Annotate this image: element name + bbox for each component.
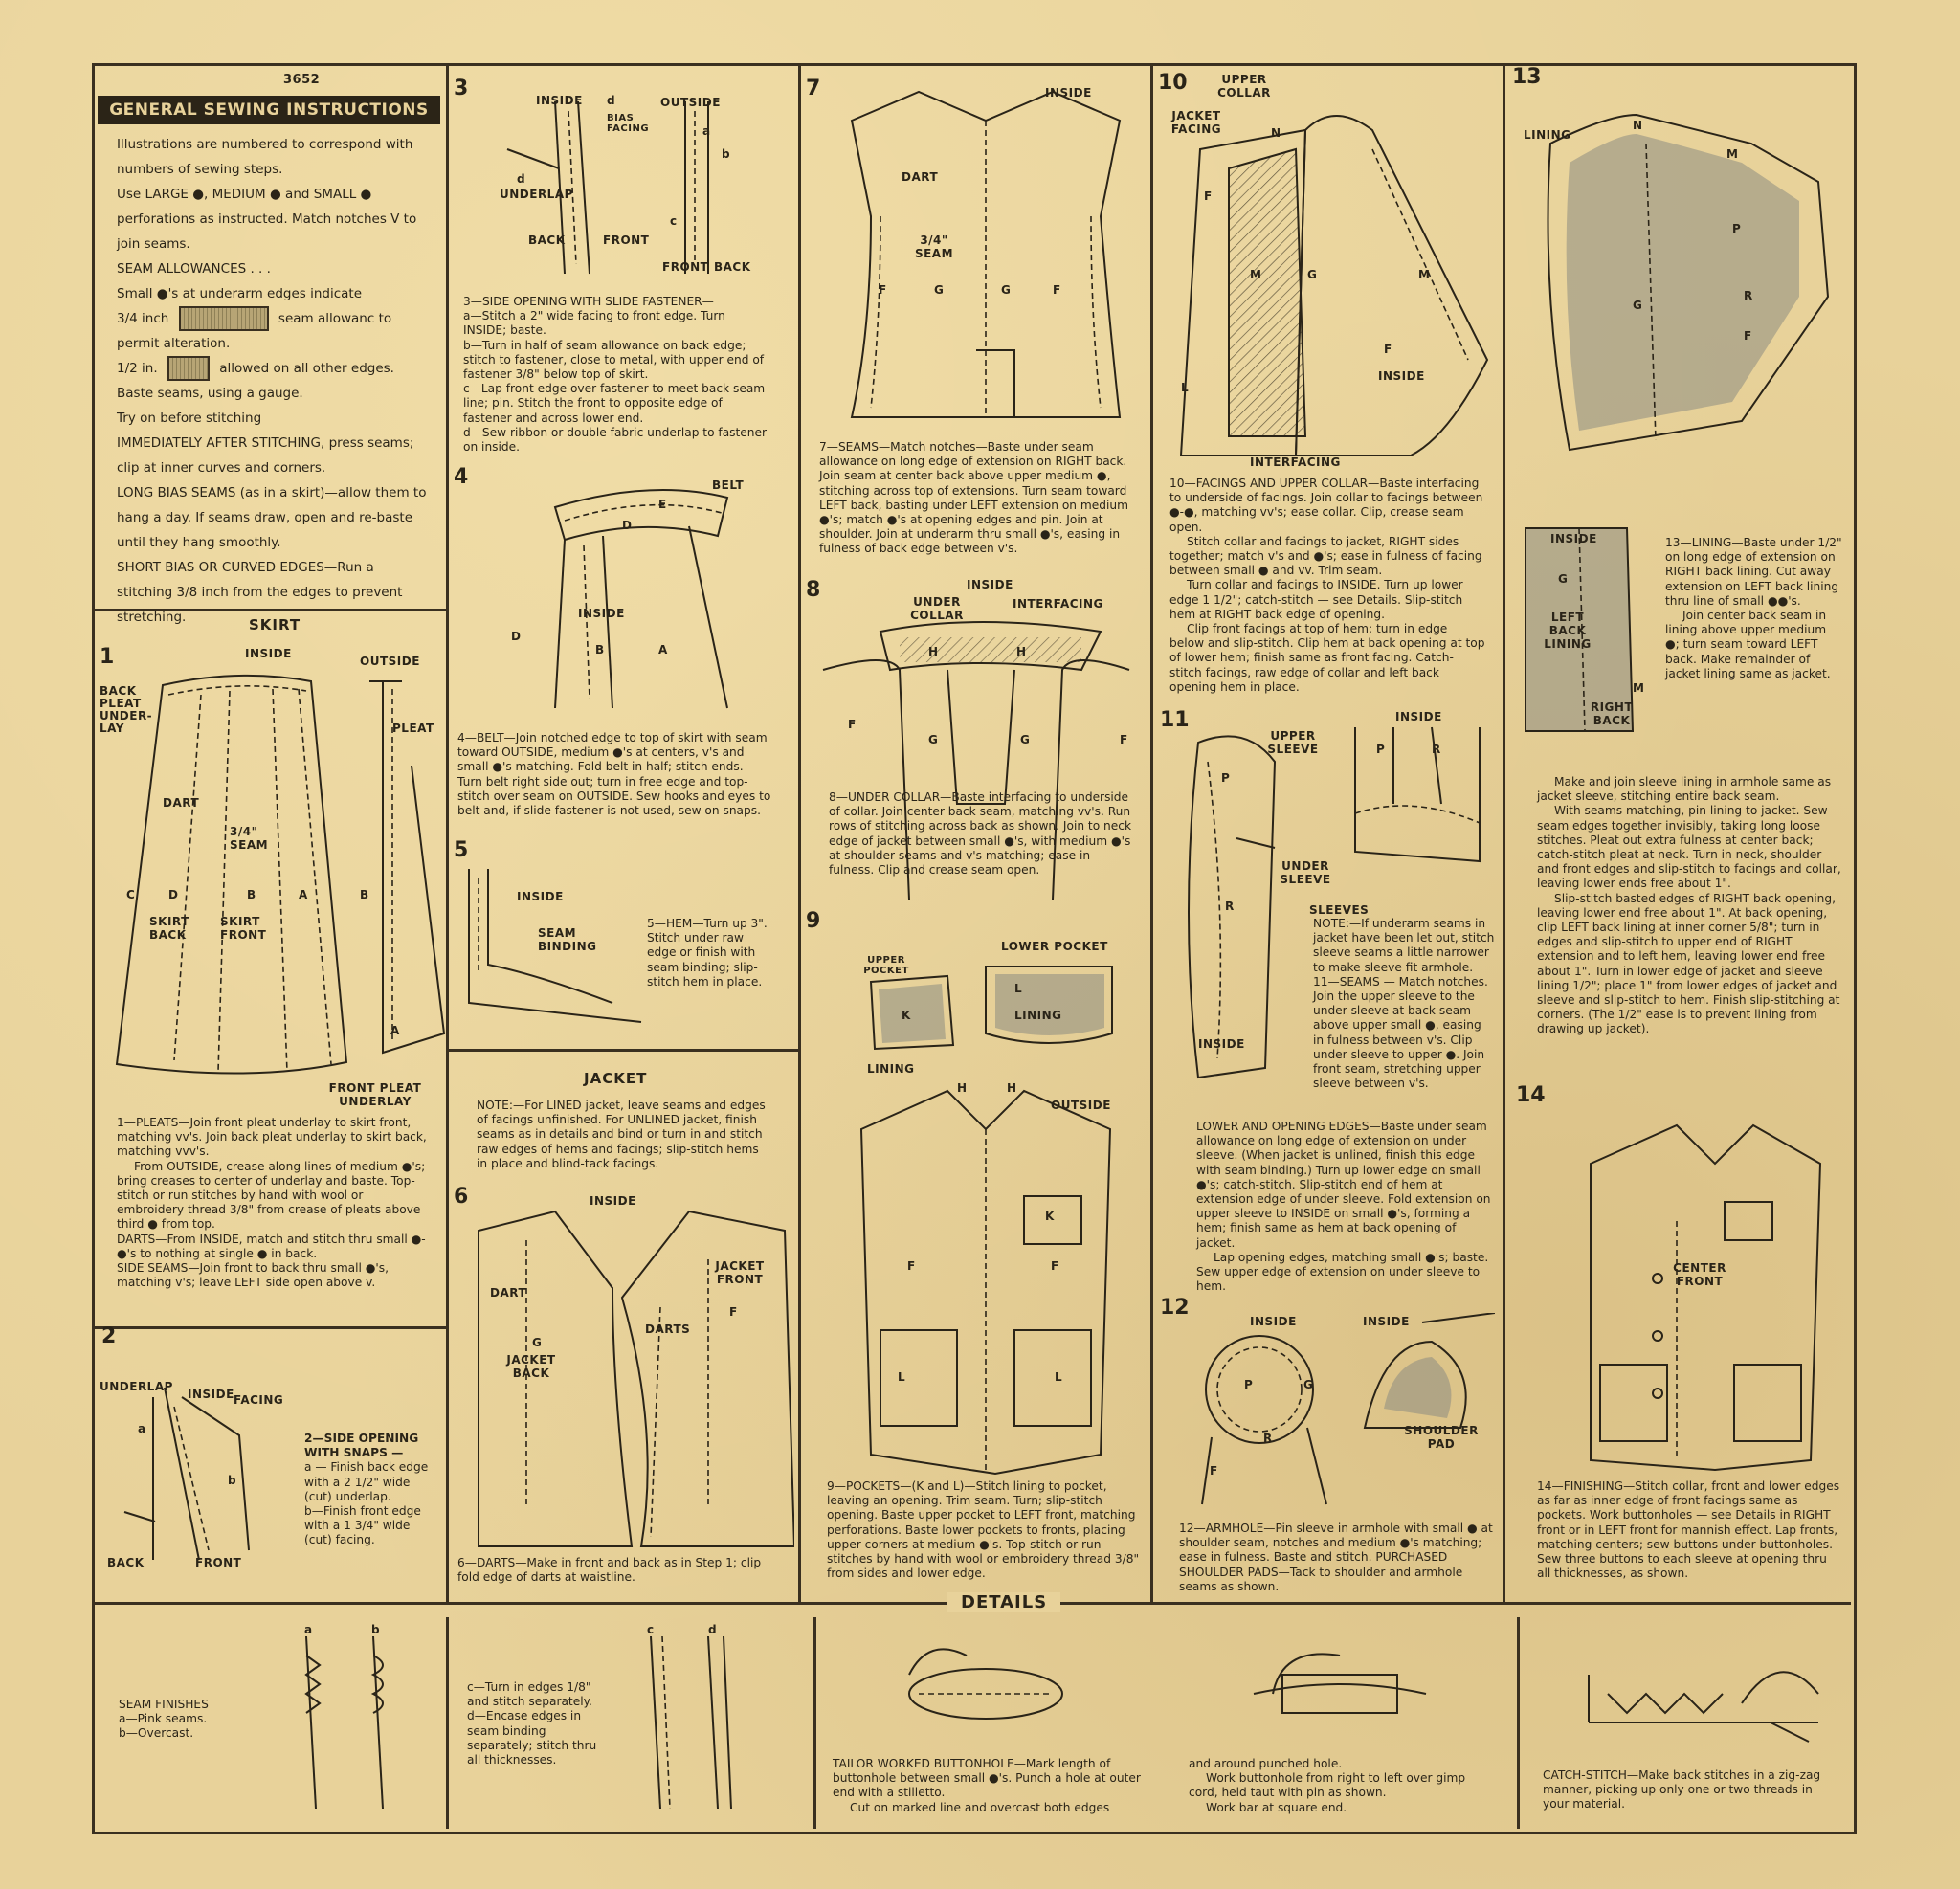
fig8-label-5: F (848, 718, 857, 731)
fig2-side-opening-illustration (96, 1378, 287, 1569)
fig9-label-6: H (957, 1081, 968, 1095)
fig7-text-0: 7—SEAMS—Match notches—Baste under seam allowance on long edge of extension on RIGHT back. Join seam at center back above upper medium ●, stitching across top of extensions. Turn seam toward LEFT back, basting under LEFT extension on medium ●'s; match ●'s at opening edges and pin. Join at shoulder. Join at underarm thru small ●'s, easing in fulness of back edge between v's. (819, 440, 1128, 556)
fig7-label-5: G (1001, 283, 1012, 297)
fig13-text-a (1665, 536, 1843, 681)
fig13-label-5: R (1744, 289, 1753, 302)
fig9-jacket-illustration (842, 1072, 1129, 1483)
fig2-label-1: INSIDE (188, 1388, 234, 1401)
fig13-label-6: F (1744, 329, 1752, 343)
skirt-heading: SKIRT (249, 616, 301, 633)
general-line-11: LONG BIAS SEAMS (as in a skirt)—allow them to hang a day. If seams draw, open and re-baste until they hang smoothly. (117, 485, 427, 550)
fig5-label-1: SEAM BINDING (538, 926, 597, 953)
fig5-text (647, 917, 773, 989)
seam-finishes-1: a—Pink seams. (119, 1712, 208, 1726)
fig3-label-0: INSIDE (536, 94, 583, 107)
fig2-label-0: UNDERLAP (100, 1380, 173, 1393)
fig8-label-2: INTERFACING (1013, 597, 1103, 611)
fig7-text (819, 440, 1135, 557)
fig13-label-1: N (1633, 119, 1643, 132)
fig11-label-1: P (1221, 771, 1231, 785)
buttonhole-illustration (890, 1636, 1081, 1751)
fig6-label-1: DART (490, 1286, 527, 1300)
fig7-label-4: G (934, 283, 945, 297)
fig10-label-4: M (1250, 268, 1262, 281)
fig13-text-b (1537, 775, 1843, 1037)
fig2-label-5: BACK (107, 1556, 145, 1569)
fig4-label-3: INSIDE (578, 607, 625, 620)
seam-finish-label-d: d (708, 1623, 718, 1636)
fig6-label-0: INSIDE (590, 1194, 636, 1208)
fig9-label-2: LOWER POCKET (1001, 940, 1108, 953)
fig2-label-2: FACING (234, 1393, 284, 1407)
buttonhole-2-0: and around punched hole. (1189, 1757, 1343, 1770)
fig8-label-6: G (928, 733, 939, 746)
fig10-label-8: INSIDE (1378, 369, 1425, 383)
buttonhole-2-1: Work buttonhole from right to left over gimp cord, held taut with pin as shown. (1189, 1771, 1466, 1800)
fig4-label-4: D (511, 630, 522, 643)
fig8-text-0: 8—UNDER COLLAR—Baste interfacing to underside of collar. Join center back seam, matching vv's. Run rows of stitching across back as shown. Join to neck edge of jacket between small ●'s, with medium ●'s at shoulder seams and v's matching; ease in fulness. Clip and crease seam open. (829, 790, 1132, 878)
fig9-label-9: K (1045, 1210, 1055, 1223)
fig13-number: 13 (1512, 65, 1542, 89)
fig1-text-1: From OUTSIDE, crease along lines of medium ●'s; bring creases to center of underlay and baste. Top-stitch or run stitches by hand with wool or embroidery thread 3/8" from crease of pleats above third ● from top. (117, 1159, 426, 1232)
column-divider-4 (1503, 63, 1505, 1602)
general-line-3: Small ●'s at underarm edges indicate (117, 286, 363, 301)
fig13-label-9: LEFT BACK LINING (1544, 611, 1592, 651)
fig1-label-3: PLEAT (392, 722, 434, 735)
seam-finishes-0: SEAM FINISHES (119, 1698, 209, 1711)
general-line-0: Illustrations are numbered to correspond with numbers of sewing steps. (117, 137, 413, 177)
fig6-label-5: DARTS (645, 1322, 691, 1336)
general-line-10: IMMEDIATELY AFTER STITCHING, press seams; clip at inner curves and corners. (117, 435, 414, 476)
seam-finish-ab-illustration (287, 1627, 412, 1818)
fig12-label-4: R (1263, 1432, 1273, 1445)
fig13-label-11: RIGHT BACK (1590, 700, 1634, 727)
buttonhole-text (833, 1757, 1148, 1815)
general-line-2: SEAM ALLOWANCES . . . (117, 261, 271, 277)
fig10-label-1: JACKET FACING (1170, 109, 1222, 136)
fig1-label-0: INSIDE (245, 647, 292, 660)
column-divider-2 (798, 63, 801, 1602)
fig3-text-3: c—Lap front edge over fastener to meet back seam line; pin. Stitch the front to opposite edge of fastener and across lower end. (463, 382, 766, 425)
fig1-label-2: BACK PLEAT UNDER-LAY (100, 684, 153, 735)
fig1-label-11: SKIRT BACK (149, 915, 189, 942)
fig8-label-7: G (1020, 733, 1031, 746)
fig9-text (827, 1479, 1143, 1581)
fig12-number: 12 (1160, 1296, 1190, 1320)
fig14-text-0: 14—FINISHING—Stitch collar, front and lower edges as far as inner edge of front facings same as pockets. Work buttonholes — see Details in RIGHT front or in LEFT front for mannish effect. Lap fronts, matching centers; sew buttons under buttonholes. Sew three buttons to each sleeve at opening thru all thicknesses, as shown. (1537, 1479, 1840, 1581)
fig11-number: 11 (1160, 708, 1190, 732)
fig3-text (463, 295, 771, 455)
general-line-7: allowed on all other edges. (219, 361, 394, 376)
fig9-text-0: 9—POCKETS—(K and L)—Stitch lining to pocket, leaving an opening. Trim seam. Turn; slip-stitch opening. Baste upper pocket to LEFT front, matching perforations. Baste lower pockets to fronts, placing upper corners at medium ●'s. Top-stitch or run stitches by hand with wool or embroidery thread 3/8" from sides and lower edge. (827, 1479, 1140, 1581)
fig8-label-8: F (1120, 733, 1128, 746)
column-divider-1 (446, 63, 449, 1602)
fig4-label-2: D (622, 519, 633, 532)
fig14-label-0: CENTER FRONT (1673, 1261, 1726, 1288)
fig6-label-3: G (532, 1336, 543, 1349)
fig2-number: 2 (101, 1324, 117, 1348)
fig13-label-2: M (1726, 147, 1739, 161)
general-title: GENERAL SEWING INSTRUCTIONS (98, 96, 440, 124)
fig2-text (304, 1432, 429, 1548)
fig13-label-3: P (1732, 222, 1742, 235)
jacket-note: NOTE:—For LINED jacket, leave seams and edges of facings unfinished. For UNLINED jacket, finish seams as in details and bind or turn in and stitch raw edges of hems and facings; slip-stitch hems in place and blind-tack facings. (477, 1099, 766, 1170)
fig12-label-1: INSIDE (1363, 1315, 1410, 1328)
fig14-number: 14 (1516, 1083, 1546, 1107)
fig14-finished-jacket-illustration (1571, 1106, 1830, 1479)
fig8-label-3: H (928, 645, 939, 658)
fig13-text-b-0: Make and join sleeve lining in armhole same as jacket sleeve, stitching entire back seam. (1537, 775, 1832, 804)
fig12-armhole-illustration (1192, 1313, 1495, 1514)
fig7-seams-illustration (842, 82, 1129, 427)
seam-finishes-2-0: c—Turn in edges 1/8" and stitch separately. (467, 1680, 592, 1709)
fig11-text-b (1196, 1120, 1493, 1294)
fig13-text-b-1: With seams matching, pin lining to jacket. Sew seam edges together invisibly, taking long loose stitches. Pleat out extra fulness at center back; catch-stitch pleat at neck. Turn in neck, shoulder and front edges and slip-stitch to facings and collar, leaving lower ends free about 1". (1537, 804, 1841, 891)
fig11-label-4: R (1432, 743, 1441, 756)
fig11-label-0: UPPER SLEEVE (1267, 729, 1319, 756)
fig1-number: 1 (100, 645, 115, 669)
fig11-text-a (1313, 917, 1495, 1091)
seam-finish-cd-illustration (632, 1627, 756, 1818)
fig10-label-7: F (1384, 343, 1392, 356)
fig4-text-0: 4—BELT—Join notched edge to top of skirt with seam toward OUTSIDE, medium ●'s at centers, v's and small ●'s matching. Fold belt in half; stitch ends. Turn belt right side out; turn in free edge and top-stitch over seam on OUTSIDE. Sew hooks and eyes to belt and, if slide fastener is not used, sew on snaps. (457, 731, 771, 818)
fig10-label-5: G (1307, 268, 1318, 281)
fig11-label-5: UNDER SLEEVE (1280, 859, 1331, 886)
fig4-label-6: A (658, 643, 668, 656)
fig2-text-2: b—Finish front edge with a 1 3/4" wide (cut) facing. (304, 1504, 421, 1547)
fig11-sleeves-head: SLEEVES (1309, 903, 1370, 917)
details-divider-1 (446, 1617, 449, 1829)
fig8-label-4: H (1016, 645, 1027, 658)
buttonhole-work-illustration (1244, 1636, 1436, 1742)
fig1-label-1: OUTSIDE (360, 655, 420, 668)
jacket-heading: JACKET (584, 1070, 648, 1087)
fig8-label-1: UNDER COLLAR (910, 595, 964, 622)
fig3-label-8: c (670, 214, 678, 228)
fig3-text-2: b—Turn in half of seam allowance on back edge; stitch to fastener, close to metal, with upper end of fastener 3/8" below top of skirt. (463, 338, 765, 382)
fig3-text-0: 3—SIDE OPENING WITH SLIDE FASTENER— (463, 295, 714, 308)
fig1-label-9: A (299, 888, 308, 901)
fig9-label-10: F (907, 1259, 916, 1273)
pattern-number: 3652 (283, 73, 321, 87)
seam-gauge-34-swatch (179, 306, 269, 331)
seam-finishes-2-text (467, 1680, 611, 1767)
fig11-text-0: NOTE:—If underarm seams in jacket have been let out, stitch sleeve seams a little narrower to make sleeve fit armhole. (1313, 917, 1495, 974)
fig11-label-7: INSIDE (1198, 1037, 1245, 1051)
fig13-text-a-1: Join center back seam in lining above upper medium ●; turn seam toward LEFT back. Make remainder of jacket lining same as jacket. (1665, 609, 1831, 680)
fig10-label-3: F (1204, 189, 1213, 203)
fig8-label-0: INSIDE (967, 578, 1013, 591)
fig7-number: 7 (806, 77, 821, 100)
fig7-label-3: F (879, 283, 887, 297)
general-line-1: Use LARGE ●, MEDIUM ● and SMALL ● perforations as instructed. Match notches V to join seams. (117, 187, 417, 252)
fig9-label-4: LINING (1014, 1009, 1062, 1022)
buttonhole-2-text (1189, 1757, 1495, 1815)
fig13-text-b-2: Slip-stitch basted edges of RIGHT back opening, leaving lower end free about 1". At back opening, clip LEFT back lining at inner corner 5/8"; turn in edges and slip-stitch to upper end of RIGHT extension and to left hem, leaving lower end free about 1". Turn in lower edge of jacket and sleeve lining 1/2"; place 1" from lower edges of jacket and sleeve and slip-stitch to hem. Finish slip-stitching at corners. (The 1/2" ease is to prevent lining from drawing up jacket). (1537, 891, 1840, 1036)
fig9-label-7: H (1007, 1081, 1017, 1095)
fig13-lining-illustration (1512, 105, 1838, 459)
fig13-label-0: LINING (1524, 128, 1571, 142)
fig9-label-11: F (1051, 1259, 1059, 1273)
fig13-label-4: G (1633, 299, 1643, 312)
fig9-label-12: L (898, 1370, 906, 1384)
seam-gauge-12-swatch (167, 356, 210, 381)
fig13-label-7: INSIDE (1550, 532, 1597, 545)
fig2-label-6: FRONT (195, 1556, 242, 1569)
fig1-text-2: DARTS—From INSIDE, match and stitch thru small ●-●'s to nothing at single ● in back. (117, 1232, 426, 1260)
fig6-label-4: JACKET BACK (506, 1353, 556, 1380)
buttonhole-1: Cut on marked line and overcast both edges (850, 1800, 1110, 1814)
fig10-label-6: M (1418, 268, 1431, 281)
general-line-8: Baste seams, using a gauge. (117, 386, 303, 401)
catch-stitch-illustration (1579, 1646, 1828, 1751)
details-divider-3 (1517, 1617, 1520, 1829)
catch-stitch-0: CATCH-STITCH—Make back stitches in a zig-zag manner, picking up only one or two threads in your material. (1543, 1768, 1821, 1811)
fig3-label-4: a (702, 124, 711, 138)
fig2-text-1: a — Finish back edge with a 2 1/2" wide (cut) underlap. (304, 1460, 429, 1503)
seam-finishes-2: b—Overcast. (119, 1726, 194, 1741)
fig3-number: 3 (454, 77, 469, 100)
fig1-text-3: SIDE SEAMS—Join front to back thru small ●'s, matching v's; leave LEFT side open above v. (117, 1261, 390, 1290)
fig12-text-0: 12—ARMHOLE—Pin sleeve in armhole with small ● at shoulder seam, notches and medium ●'s matching; ease in fulness. Baste and stitch. PURCHASED SHOULDER PADS—Tack to shoulder and armhole seams as shown. (1179, 1522, 1493, 1593)
fig3-label-9: BACK (528, 233, 566, 247)
details-heading: DETAILS (947, 1592, 1060, 1612)
fig3-label-12: BACK (714, 260, 751, 274)
fig10-number: 10 (1158, 71, 1188, 95)
fig9-label-5: LINING (867, 1062, 915, 1076)
general-line-5: seam allowanc to permit alteration. (117, 311, 392, 351)
general-line-9: Try on before stitching (117, 411, 262, 426)
fig4-label-5: B (595, 643, 605, 656)
general-line-6: 1/2 in. (117, 361, 158, 376)
fig10-facings-illustration (1162, 92, 1497, 465)
fig10-label-9: L (1181, 381, 1190, 394)
fig13-text-a-0: 13—LINING—Baste under 1/2" on long edge of extension on RIGHT back lining. Cut away extension on LEFT back lining thru line of small ●●'s. (1665, 536, 1842, 608)
fig3-label-6: d (517, 172, 526, 186)
fig5-number: 5 (454, 838, 469, 862)
fig10-label-0: UPPER COLLAR (1217, 73, 1271, 100)
fig12-text (1179, 1522, 1495, 1594)
fig10-text-3: Clip front facings at top of hem; turn in edge below and slip-stitch. Clip hem at back opening at top of lower hem; finish same as front facing. Catch-stitch facings, raw edge of collar and left back opening hem in place. (1169, 622, 1485, 694)
fig11-label-3: P (1376, 743, 1386, 756)
fig1-label-14: FRONT PLEAT UNDERLAY (328, 1081, 422, 1108)
fig9-label-0: UPPER POCKET (863, 955, 909, 976)
fig10-text-2: Turn collar and facings to INSIDE. Turn up lower edge 1 1/2"; catch-stitch — see Details. Slip-stitch hem at RIGHT back edge of opening. (1169, 578, 1463, 621)
fig2-label-4: b (228, 1474, 237, 1487)
seam-finishes-text (119, 1698, 281, 1742)
fig1-label-8: B (247, 888, 256, 901)
fig12-label-6: SHOULDER PAD (1404, 1424, 1479, 1451)
fig1-fig2-divider (92, 1326, 446, 1329)
fig3-label-7: UNDERLAP (500, 188, 573, 201)
fig6-number: 6 (454, 1185, 469, 1209)
general-instructions (117, 132, 433, 630)
fig1-label-10: B (360, 888, 369, 901)
fig6-label-2: JACKET FRONT (715, 1259, 765, 1286)
fig1-text (117, 1116, 431, 1290)
fig11-text-1: 11—SEAMS — Match notches. Join the upper sleeve to the under sleeve at back seam above upper small ●, easing in fulness between v's. Clip under sleeve to upper ●. Join front seam, stretching upper sleeve between v's. (1313, 974, 1488, 1091)
fig9-label-1: K (902, 1009, 911, 1022)
buttonhole-2-2: Work bar at square end. (1206, 1800, 1348, 1814)
fig2-label-3: a (138, 1422, 146, 1435)
fig10-text-0: 10—FACINGS AND UPPER COLLAR—Baste interfacing to underside of facings. Join collar to facings between ●-●, matching vv's; ease collar. Clip, crease seam open. (1169, 477, 1483, 534)
fig1-label-6: C (126, 888, 136, 901)
fig11-cuff-illustration (1336, 718, 1489, 880)
fig5-text-0: 5—HEM—Turn up 3". Stitch under raw edge or finish with seam binding; slip-stitch hem in place. (647, 917, 768, 989)
jacket-divider (446, 1049, 798, 1052)
fig11-label-2: INSIDE (1395, 710, 1442, 723)
fig10-label-2: N (1271, 126, 1281, 140)
fig9-label-3: L (1014, 982, 1023, 995)
fig9-label-13: L (1055, 1370, 1063, 1384)
fig7-label-2: 3/4" SEAM (914, 233, 954, 260)
fig1-label-5: 3/4" SEAM (230, 825, 269, 852)
fig7-label-1: DART (902, 170, 939, 184)
fig1-label-7: D (168, 888, 179, 901)
fig13-label-8: G (1558, 572, 1569, 586)
fig3-text-1: a—Stitch a 2" wide facing to front edge. Turn INSIDE; baste. (463, 309, 725, 338)
fig6-text-0: 6—DARTS—Make in front and back as in Step 1; clip fold edge of darts at waistline. (457, 1556, 762, 1585)
fig10-text-1: Stitch collar and facings to jacket, RIGHT sides together; match v's and ●'s; ease in fulness of facing between small ● and vv. Trim seam. (1169, 534, 1482, 578)
fig4-number: 4 (454, 465, 469, 489)
fig6-label-6: F (729, 1305, 738, 1319)
fig5-label-0: INSIDE (517, 890, 564, 903)
column-divider-3 (1150, 63, 1153, 1602)
seam-finish-label-b: b (371, 1623, 381, 1636)
fig10-label-10: INTERFACING (1250, 456, 1341, 469)
seam-finish-label-c: c (647, 1623, 655, 1636)
fig11-label-6: R (1225, 900, 1235, 913)
fig11-text-2: LOWER AND OPENING EDGES—Baste under seam allowance on long edge of extension on under sleeve. (When jacket is unlined, finish this edge with seam binding.) Turn up lower edge on small ●'s; catch-stitch. Slip-stitch end of hem at extension edge of under sleeve. Fold extension on upper sleeve to INSIDE on small ●'s, forming a hem; finish same as hem at back opening of jacket. (1196, 1120, 1491, 1250)
fig6-text (457, 1556, 773, 1585)
general-seam-34 (117, 306, 433, 356)
fig3-label-2: OUTSIDE (660, 96, 721, 109)
general-line-4: 3/4 inch (117, 311, 169, 326)
fig8-text (829, 790, 1135, 878)
fig1-label-13: A (390, 1024, 400, 1037)
fig3-label-1: d (607, 94, 616, 107)
fig13-label-10: M (1633, 681, 1645, 695)
fig3-label-5: b (722, 147, 731, 161)
fig12-label-2: P (1244, 1378, 1254, 1391)
fig1-label-4: DART (163, 796, 200, 810)
fig4-label-1: E (658, 498, 667, 511)
general-line-12: SHORT BIAS OR CURVED EDGES—Run a stitching 3/8 inch from the edges to prevent stretching. (117, 560, 403, 625)
fig4-belt-illustration (498, 469, 775, 718)
seam-finishes-2-1: d—Encase edges in seam binding separately; stitch thru all thicknesses. (467, 1709, 597, 1767)
fig3-label-10: FRONT (603, 233, 650, 247)
fig4-text (457, 731, 771, 818)
fig12-label-5: F (1210, 1464, 1218, 1478)
fig11-text-3: Lap opening edges, matching small ●'s; baste. Sew upper edge of extension on under sleeve to hem. (1196, 1250, 1489, 1294)
catch-stitch-text (1543, 1768, 1830, 1812)
fig9-number: 9 (806, 909, 821, 933)
fig3-label-3: BIAS FACING (607, 113, 650, 134)
fig7-label-6: F (1053, 283, 1061, 297)
buttonhole-0: TAILOR WORKED BUTTONHOLE—Mark length of buttonhole between small ●'s. Punch a hole at outer end with a stilletto. (833, 1757, 1141, 1800)
fig4-label-0: BELT (712, 478, 745, 492)
fig7-label-0: INSIDE (1045, 86, 1092, 100)
fig3-text-4: d—Sew ribbon or double fabric underlap to fastener on inside. (463, 425, 768, 455)
fig9-label-8: OUTSIDE (1051, 1099, 1111, 1112)
fig12-label-0: INSIDE (1250, 1315, 1297, 1328)
fig14-text (1537, 1479, 1843, 1581)
fig1-text-0: 1—PLEATS—Join front pleat underlay to skirt front, matching vv's. Join back pleat underlay to skirt back, matching vvv's. (117, 1116, 427, 1159)
fig10-text (1169, 477, 1485, 695)
fig1-label-12: SKIRT FRONT (220, 915, 267, 942)
fig8-number: 8 (806, 578, 821, 602)
fig3-label-11: FRONT (662, 260, 709, 274)
fig2-text-0: 2—SIDE OPENING WITH SNAPS — (304, 1432, 419, 1460)
details-divider-2 (813, 1617, 816, 1829)
fig12-label-3: G (1303, 1378, 1314, 1391)
seam-finish-label-a: a (304, 1623, 313, 1636)
general-seam-12 (117, 356, 433, 381)
